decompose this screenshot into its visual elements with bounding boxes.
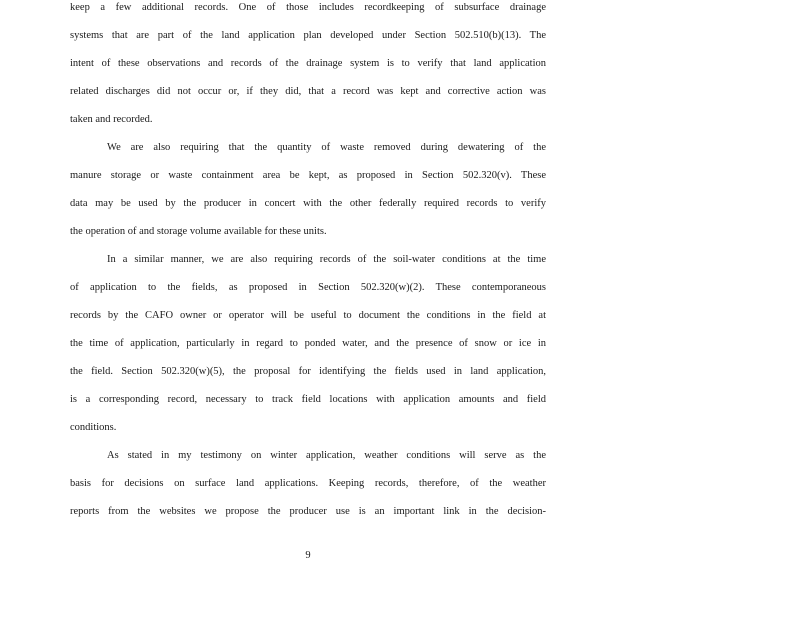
text-line: basis for decisions on surface land applications. Keeping records, therefore, of the weather (70, 478, 546, 489)
text-line: is a corresponding record, necessary to track field locations with application amounts and field (70, 394, 546, 405)
text-line: the time of application, particularly in regard to ponded water, and the presence of snow or ice in (70, 338, 546, 349)
text-line: the field. Section 502.320(w)(5), the proposal for identifying the fields used in land application, (70, 366, 546, 377)
text-line: manure storage or waste containment area be kept, as proposed in Section 502.320(v). These (70, 170, 546, 181)
text-line: intent of these observations and records of the drainage system is to verify that land application (70, 58, 546, 69)
text-line: systems that are part of the land application plan developed under Section 502.510(b)(13). The (70, 30, 546, 41)
text-line: We are also requiring that the quantity of waste removed during dewatering of the (107, 142, 546, 153)
text-line: records by the CAFO owner or operator will be useful to document the conditions in the field at (70, 310, 546, 321)
text-line: In a similar manner, we are also requiring records of the soil-water conditions at the time (107, 254, 546, 265)
body-text (70, 0, 546, 526)
text-line: of application to the fields, as proposed in Section 502.320(w)(2). These contemporaneous (70, 282, 546, 293)
page-number: 9 (305, 550, 311, 561)
text-line: taken and recorded. (70, 114, 153, 125)
text-line: related discharges did not occur or, if they did, that a record was kept and corrective action was (70, 86, 546, 97)
text-line: reports from the websites we propose the producer use is an important link in the decision- (70, 506, 546, 517)
text-line: conditions. (70, 422, 117, 433)
text-line: keep a few additional records. One of those includes recordkeeping of subsurface drainage (70, 2, 546, 13)
text-line: data may be used by the producer in concert with the other federally required records to verify (70, 198, 546, 209)
text-line: the operation of and storage volume available for these units. (70, 226, 327, 237)
text-line: As stated in my testimony on winter application, weather conditions will serve as the (107, 450, 546, 461)
